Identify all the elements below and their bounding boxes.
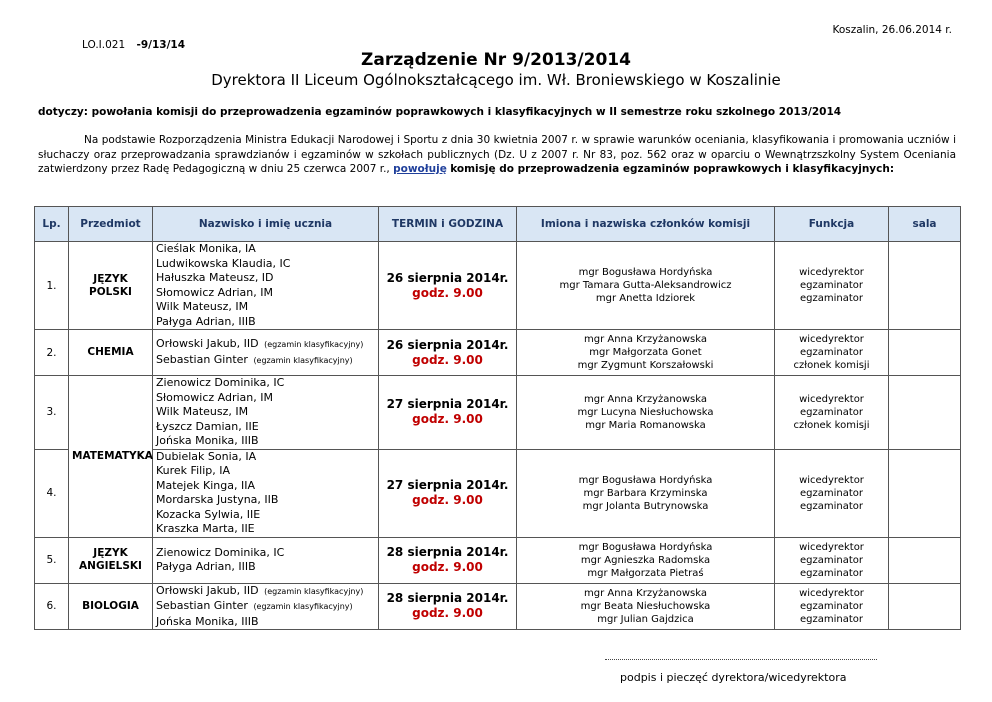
student-name: Jońska Monika, IIIB bbox=[156, 614, 259, 628]
member-name: mgr Jolanta Butrynowska bbox=[582, 500, 709, 512]
header-term: TERMIN i GODZINA bbox=[379, 207, 517, 242]
cell-room bbox=[889, 330, 961, 376]
member-name: mgr Agnieszka Radomska bbox=[580, 554, 711, 566]
member-role: wicedyrektor bbox=[799, 474, 864, 486]
student-entry bbox=[156, 522, 375, 537]
student-entry bbox=[156, 257, 375, 272]
table-header-row bbox=[35, 207, 961, 242]
member-role: wicedyrektor bbox=[799, 393, 864, 405]
cell-members bbox=[517, 583, 775, 630]
intro-paragraph bbox=[38, 133, 956, 177]
cell-subject bbox=[69, 537, 153, 583]
student-note: (egzamin klasyfikacyjny) bbox=[253, 602, 353, 611]
student-name: Sebastian Ginter bbox=[156, 599, 248, 612]
cell-students bbox=[153, 330, 379, 376]
student-name: Pałyga Adrian, IIIB bbox=[156, 560, 256, 573]
table-row bbox=[35, 242, 961, 330]
student-name: Cieślak Monika, IA bbox=[156, 242, 256, 255]
cell-students bbox=[153, 376, 379, 450]
exam-hour: godz. 9.00 bbox=[412, 560, 483, 574]
exam-date: 28 sierpnia 2014r. bbox=[386, 591, 509, 606]
member-role: egzaminator bbox=[799, 347, 863, 358]
student-entry bbox=[156, 546, 375, 561]
student-entry bbox=[156, 337, 375, 353]
subject-line: BIOLOGIA bbox=[82, 599, 139, 612]
exam-date: 27 sierpnia 2014r. bbox=[386, 478, 509, 492]
member-role: egzaminator bbox=[799, 487, 863, 499]
table-row bbox=[35, 449, 961, 537]
member-name: mgr Anna Krzyżanowska bbox=[583, 587, 707, 599]
exam-date: 26 sierpnia 2014r. bbox=[386, 270, 509, 285]
member-name: mgr Barbara Krzyminska bbox=[583, 487, 708, 499]
cell-subject bbox=[69, 242, 153, 330]
member-role: wicedyrektor bbox=[799, 334, 864, 345]
student-entry bbox=[156, 560, 375, 575]
cell-lp: 5. bbox=[35, 537, 69, 583]
member-name: mgr Maria Romanowska bbox=[585, 419, 706, 431]
student-entry bbox=[156, 508, 375, 523]
cell-role bbox=[775, 376, 889, 450]
reference-value: -9/13/14 bbox=[136, 39, 186, 51]
member-role: egzaminator bbox=[799, 500, 863, 512]
place-date: Koszalin, 26.06.2014 r. bbox=[832, 24, 952, 36]
cell-room bbox=[889, 376, 961, 450]
student-entry bbox=[156, 464, 375, 479]
cell-term bbox=[379, 537, 517, 583]
student-entry bbox=[156, 376, 375, 391]
student-entry bbox=[156, 315, 375, 330]
document-subtitle: Dyrektora II Liceum Ogólnokształcącego im. Wł. Broniewskiego w Koszalinie bbox=[211, 71, 781, 89]
student-name: Słomowicz Adrian, IM bbox=[156, 285, 273, 299]
student-entry bbox=[156, 615, 375, 630]
reference-prefix: LO.I.021 bbox=[82, 39, 126, 51]
cell-lp: 4. bbox=[35, 449, 69, 537]
header-room: sala bbox=[889, 207, 961, 242]
student-entry bbox=[156, 391, 375, 406]
student-name: Zienowicz Dominika, IC bbox=[156, 545, 285, 559]
cell-term bbox=[379, 330, 517, 376]
member-name: mgr Zygmunt Korszałowski bbox=[577, 360, 714, 371]
member-name: mgr Anetta Idziorek bbox=[595, 293, 696, 304]
member-name: mgr Małgorzata Pietraś bbox=[587, 567, 704, 579]
student-name: Jońska Monika, IIIB bbox=[156, 434, 259, 447]
header-role: Funkcja bbox=[775, 207, 889, 242]
student-name: Słomowicz Adrian, IM bbox=[156, 390, 273, 404]
document-subject: dotyczy: powołania komisji do przeprowadzenia egzaminów poprawkowych i klasyfikacyjnych w II semestrze roku szkolnego 2013/2014 bbox=[38, 106, 842, 118]
cell-room bbox=[889, 537, 961, 583]
intro-text: Na podstawie Rozporządzenia Ministra Edukacji Narodowej i Sportu z dnia 30 kwietnia 2007 r. w sprawie warunków oceniania, klasyfikowania i promowania uczniów i słuchaczy oraz przeprowadzania sprawdzianów i egzaminów w szkołach publicznych (Dz. U z 2007 r. Nr 83, poz. 562 oraz w oparciu o Wewnątrzszkolny System Oceniania zatwierdzony przez Radę Pedagogiczną w dniu 25 czerwca 2007 r., bbox=[38, 134, 956, 175]
cell-term bbox=[379, 376, 517, 450]
student-entry bbox=[156, 271, 375, 286]
subject-line: ANGIELSKI bbox=[79, 560, 142, 572]
cell-room bbox=[889, 583, 961, 630]
member-role: egzaminator bbox=[799, 280, 863, 291]
student-name: Zienowicz Dominika, IC bbox=[156, 376, 285, 389]
student-name: Ludwikowska Klaudia, IC bbox=[156, 256, 291, 270]
member-name: mgr Bogusława Hordyńska bbox=[578, 267, 713, 278]
subject-line: POLSKI bbox=[89, 285, 132, 298]
subject-line: JĘZYK bbox=[93, 547, 128, 559]
member-name: mgr Julian Gajdzica bbox=[597, 613, 694, 625]
cell-subject bbox=[69, 330, 153, 376]
exam-date: 26 sierpnia 2014r. bbox=[386, 337, 509, 352]
header-members: Imiona i nazwiska członków komisji bbox=[517, 207, 775, 242]
student-entry bbox=[156, 300, 375, 315]
member-name: mgr Małgorzata Gonet bbox=[589, 347, 702, 358]
subject-line: CHEMIA bbox=[87, 346, 134, 358]
cell-role bbox=[775, 449, 889, 537]
commission-table bbox=[34, 206, 961, 630]
member-name: mgr Anna Krzyżanowska bbox=[583, 393, 707, 405]
cell-lp: 6. bbox=[35, 583, 69, 630]
student-entry bbox=[156, 420, 375, 435]
member-role: egzaminator bbox=[799, 567, 863, 579]
cell-students bbox=[153, 242, 379, 330]
student-name: Kraszka Marta, IIE bbox=[156, 522, 255, 535]
student-entry bbox=[156, 434, 375, 449]
cell-role bbox=[775, 537, 889, 583]
member-role: egzaminator bbox=[799, 406, 863, 418]
student-name: Łyszcz Damian, IIE bbox=[156, 419, 259, 433]
member-role: egzaminator bbox=[799, 554, 863, 566]
cell-lp: 3. bbox=[35, 376, 69, 450]
document-title: Zarządzenie Nr 9/2013/2014 bbox=[361, 50, 631, 70]
student-entry bbox=[156, 584, 375, 600]
student-note: (egzamin klasyfikacyjny) bbox=[253, 355, 353, 365]
cell-students bbox=[153, 449, 379, 537]
student-entry bbox=[156, 286, 375, 301]
table-row bbox=[35, 583, 961, 630]
student-name: Wilk Mateusz, IM bbox=[156, 300, 249, 313]
member-role: wicedyrektor bbox=[799, 587, 864, 599]
cell-term bbox=[379, 242, 517, 330]
student-name: Dubielak Sonia, IA bbox=[156, 449, 257, 463]
student-name: Mordarska Justyna, IIB bbox=[156, 493, 279, 506]
exam-hour: godz. 9.00 bbox=[412, 606, 483, 621]
member-role: egzaminator bbox=[799, 293, 863, 304]
signature-dots bbox=[605, 659, 877, 660]
table-row bbox=[35, 376, 961, 450]
table-row bbox=[35, 537, 961, 583]
cell-members bbox=[517, 449, 775, 537]
student-name: Matejek Kinga, IIA bbox=[156, 478, 255, 492]
cell-role bbox=[775, 242, 889, 330]
student-entry bbox=[156, 242, 375, 257]
cell-room bbox=[889, 242, 961, 330]
student-entry bbox=[156, 450, 375, 465]
student-name: Kurek Filip, IA bbox=[156, 464, 230, 477]
intro-bold-tail: komisję do przeprowadzenia egzaminów poprawkowych i klasyfikacyjnych: bbox=[450, 163, 895, 175]
member-role: egzaminator bbox=[799, 613, 863, 625]
cell-term bbox=[379, 449, 517, 537]
student-note: (egzamin klasyfikacyjny) bbox=[264, 340, 364, 349]
table-row bbox=[35, 330, 961, 376]
subject-line: MATEMATYKA bbox=[72, 449, 153, 462]
cell-room bbox=[889, 449, 961, 537]
cell-members bbox=[517, 376, 775, 450]
exam-date: 28 sierpnia 2014r. bbox=[386, 545, 509, 559]
member-role: egzaminator bbox=[799, 600, 863, 612]
cell-students bbox=[153, 583, 379, 630]
header-students: Nazwisko i imię ucznia bbox=[153, 207, 379, 242]
student-name: Orłowski Jakub, IID bbox=[156, 337, 259, 350]
member-name: mgr Tamara Gutta-Aleksandrowicz bbox=[559, 280, 732, 291]
member-name: mgr Bogusława Hordyńska bbox=[578, 474, 713, 486]
cell-lp: 2. bbox=[35, 330, 69, 376]
student-entry bbox=[156, 405, 375, 420]
exam-date: 27 sierpnia 2014r. bbox=[386, 397, 509, 412]
subject-line: JĘZYK bbox=[93, 272, 128, 285]
student-entry bbox=[156, 353, 375, 369]
member-role: wicedyrektor bbox=[799, 267, 864, 278]
header-subject: Przedmiot bbox=[69, 207, 153, 242]
cell-members bbox=[517, 537, 775, 583]
student-note: (egzamin klasyfikacyjny) bbox=[264, 586, 364, 596]
member-role: członek komisji bbox=[793, 419, 870, 431]
student-name: Kozacka Sylwia, IIE bbox=[156, 507, 261, 521]
member-name: mgr Anna Krzyżanowska bbox=[583, 334, 707, 345]
exam-hour: godz. 9.00 bbox=[412, 493, 483, 507]
student-name: Wilk Mateusz, IM bbox=[156, 405, 249, 418]
cell-subject bbox=[69, 376, 153, 538]
cell-lp: 1. bbox=[35, 242, 69, 330]
header-lp: Lp. bbox=[35, 207, 69, 242]
student-name: Orłowski Jakub, IID bbox=[156, 583, 259, 597]
member-name: mgr Lucyna Niesłuchowska bbox=[577, 406, 714, 418]
cell-role bbox=[775, 330, 889, 376]
cell-members bbox=[517, 242, 775, 330]
student-entry bbox=[156, 599, 375, 615]
exam-hour: godz. 9.00 bbox=[412, 352, 483, 367]
cell-role bbox=[775, 583, 889, 630]
student-entry bbox=[156, 493, 375, 508]
appoint-link[interactable]: powołuję bbox=[393, 163, 447, 175]
exam-hour: godz. 9.00 bbox=[412, 412, 483, 427]
student-entry bbox=[156, 479, 375, 494]
cell-subject bbox=[69, 583, 153, 630]
member-role: wicedyrektor bbox=[799, 541, 864, 553]
student-name: Pałyga Adrian, IIIB bbox=[156, 314, 256, 328]
student-name: Hałuszka Mateusz, ID bbox=[156, 271, 274, 284]
member-name: mgr Beata Niesłuchowska bbox=[580, 600, 711, 612]
member-role: członek komisji bbox=[793, 360, 870, 371]
exam-hour: godz. 9.00 bbox=[412, 285, 483, 300]
student-name: Sebastian Ginter bbox=[156, 352, 248, 366]
signature-label: podpis i pieczęć dyrektora/wicedyrektora bbox=[620, 671, 847, 684]
member-name: mgr Bogusława Hordyńska bbox=[578, 541, 713, 553]
cell-members bbox=[517, 330, 775, 376]
cell-term bbox=[379, 583, 517, 630]
cell-students bbox=[153, 537, 379, 583]
